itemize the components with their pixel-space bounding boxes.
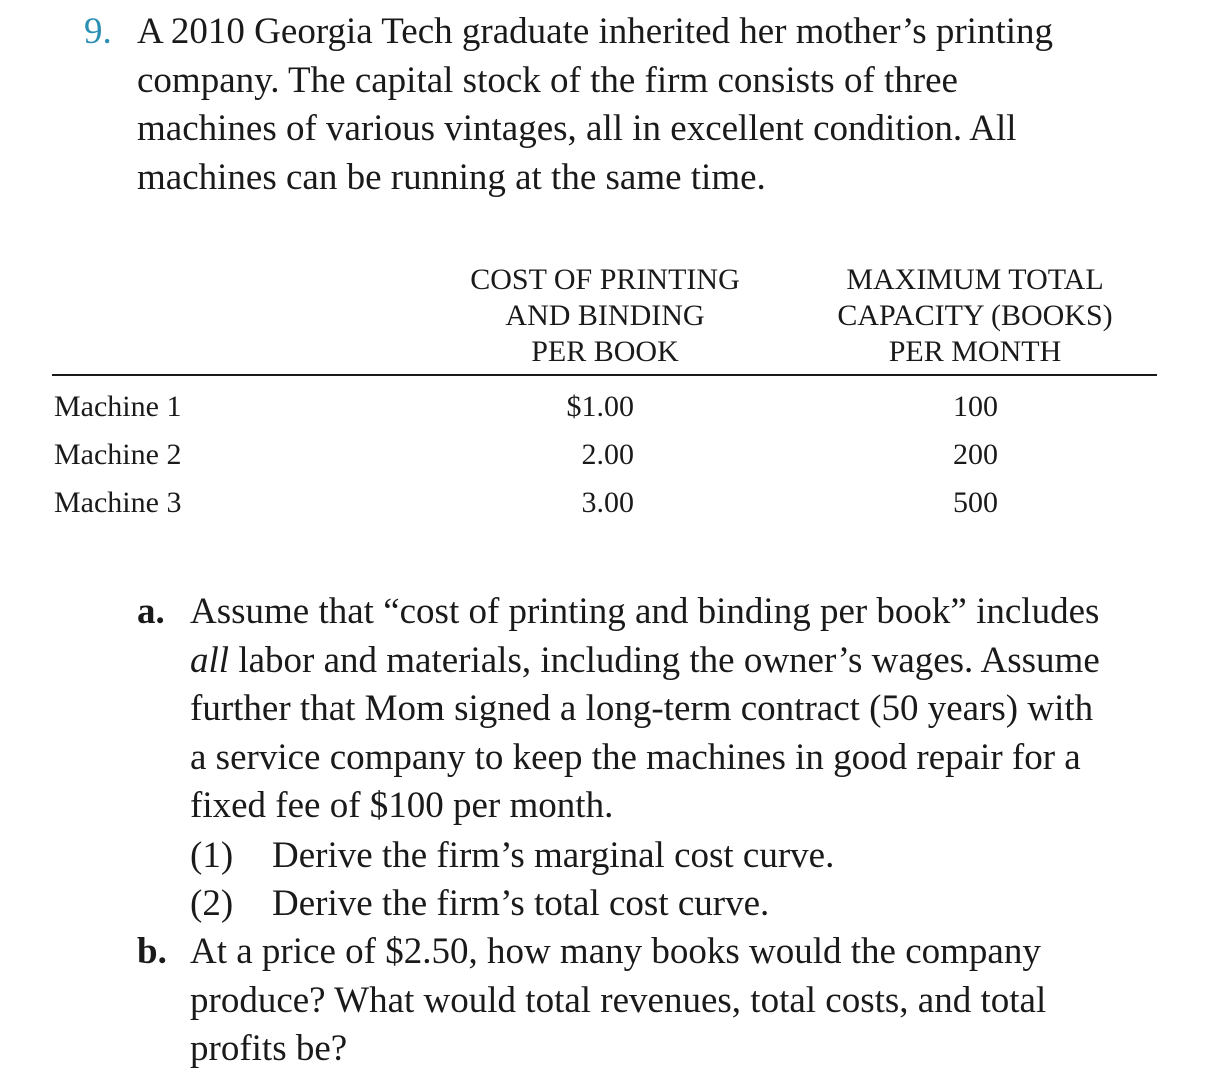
part-line-rest: labor and materials, including the owner’s wages. Assume <box>229 639 1100 681</box>
problem-line: A 2010 Georgia Tech graduate inherited her mother’s printing <box>137 11 1054 52</box>
capacity-value: 200 <box>953 438 998 471</box>
part-line <box>190 637 1100 686</box>
table-header-rule <box>52 374 1157 376</box>
subpart-text: Derive the firm’s marginal cost curve. <box>272 835 835 876</box>
capacity-column-header <box>775 262 1175 370</box>
part-line: produce? What would total revenues, total costs, and total <box>190 979 1047 1021</box>
problem-statement <box>137 8 1177 202</box>
cost-column-header <box>405 262 805 370</box>
part-line: further that Mom signed a long-term contract (50 years) with <box>190 688 1094 729</box>
cost-value: $1.00 <box>566 390 634 423</box>
emphasis-text: all <box>190 639 230 681</box>
table-row <box>0 431 1205 479</box>
machine-name: Machine 2 <box>54 438 182 471</box>
part-b-text <box>190 928 1046 1074</box>
part-line: At a price of $2.50, how many books would the company <box>190 931 1041 972</box>
subpart-number: (2) <box>190 883 234 924</box>
problem-line: machines can be running at the same time. <box>137 156 766 198</box>
header-line: PER BOOK <box>531 335 679 368</box>
header-line: PER MONTH <box>888 335 1062 368</box>
machine-name: Machine 1 <box>54 390 182 423</box>
part-a-label: a. <box>137 591 165 632</box>
subpart-text: Derive the firm’s total cost curve. <box>272 883 770 924</box>
problem-line: company. The capital stock of the firm consists of three <box>137 59 958 101</box>
part-line: Assume that “cost of printing and binding per book” includes <box>190 591 1100 632</box>
machine-name: Machine 3 <box>54 486 182 519</box>
subpart-number: (1) <box>190 835 234 876</box>
capacity-value: 100 <box>953 390 998 423</box>
header-line: CAPACITY (BOOKS) <box>837 299 1113 332</box>
capacity-value: 500 <box>953 486 998 519</box>
part-line: profits be? <box>190 1028 348 1069</box>
header-line: MAXIMUM TOTAL <box>846 263 1104 296</box>
part-a-text <box>190 588 1100 831</box>
problem-line: machines of various vintages, all in excellent condition. All <box>137 108 1017 149</box>
header-line: COST OF PRINTING <box>470 263 740 296</box>
part-line: fixed fee of $100 per month. <box>190 785 614 826</box>
cost-value: 3.00 <box>581 486 634 519</box>
header-line: AND BINDING <box>505 299 705 332</box>
cost-value: 2.00 <box>581 438 634 471</box>
part-line: a service company to keep the machines in good repair for a <box>190 736 1081 778</box>
part-b-label: b. <box>137 931 167 972</box>
table-row <box>0 479 1205 527</box>
problem-number: 9. <box>84 11 112 52</box>
table-row <box>0 383 1205 431</box>
